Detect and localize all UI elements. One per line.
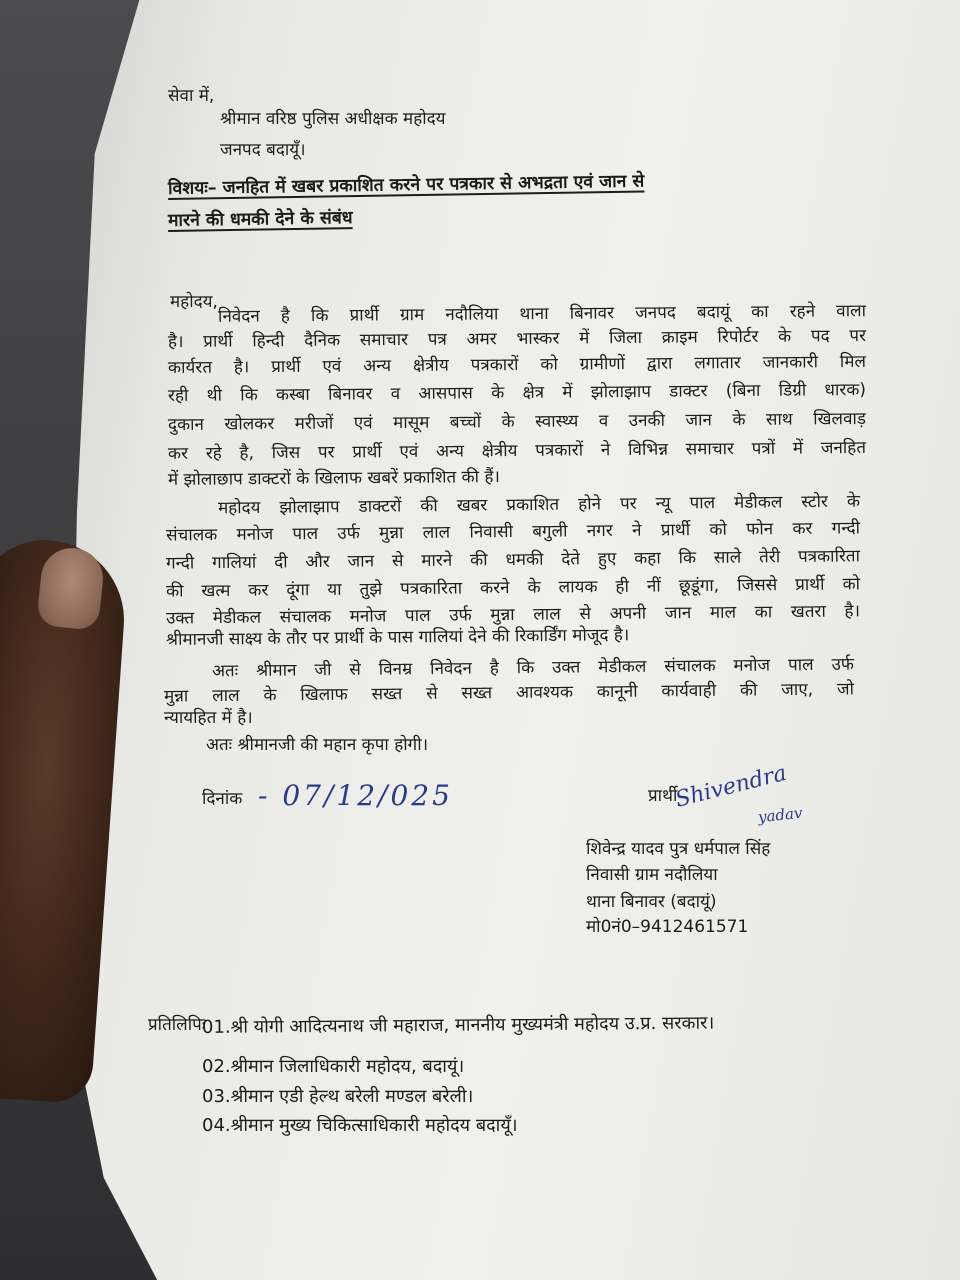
- sender-police-station: थाना बिनावर (बदायूं): [586, 892, 717, 912]
- body-line: न्यायहित में है।: [164, 708, 253, 728]
- copy-heading: प्रतिलिपिः: [148, 1015, 206, 1035]
- body-line: गन्दी गालियां दी और जान से मारने की धमकी देते हुए कहा कि साले तेरी पत्रकारिता: [165, 546, 861, 574]
- body-line: महोदय झोलाझाप डाक्टरों की खबर प्रकाशित होने पर न्यू पाल मेडीकल स्टोर के: [217, 491, 861, 519]
- applicant-label: प्रार्थी: [648, 786, 678, 806]
- body-line: उक्त मेडीकल संचालक मनोज पाल उर्फ मुन्ना लाल से अपनी जान माल का खतरा है।: [165, 601, 861, 629]
- body-closing: अतः श्रीमानजी की महान कृपा होगी।: [206, 735, 429, 755]
- sender-village: निवासी ग्राम नदौलिया: [586, 865, 718, 885]
- body-line: है। प्रार्थी हिन्दी दैनिक समाचार पत्र अमर भास्कर में जिला क्राइम रिपोर्टर के पद पर: [167, 325, 867, 353]
- date-label: दिनांक: [202, 789, 243, 809]
- copy-item: 01.श्री योगी आदित्यनाथ जी महाराज, माननीय मुख्यमंत्री महोदय उ.प्र. सरकार।: [201, 1012, 715, 1038]
- body-line: मुन्ना लाल के खिलाफ सख्त से सख्त आवश्यक कानूनी कार्यवाही की जाए, जो: [163, 679, 855, 707]
- copy-item: 03.श्रीमान एडी हेल्थ बरेली मण्डल बरेली।: [202, 1086, 474, 1107]
- recipient-title: श्रीमान वरिष्ठ पुलिस अधीक्षक महोदय: [220, 109, 446, 129]
- body-line: में झोलाछाप डाक्टरों के खिलाफ खबरें प्रकाशित की हैं।: [167, 467, 501, 490]
- body-line: रही थी कि कस्बा बिनावर व आसपास के क्षेत्र में झोलाझाप डाक्टर (बिना डिग्री धारक): [167, 379, 867, 407]
- copy-item: 02.श्रीमान जिलाधिकारी महोदय, बदायूं।: [202, 1056, 465, 1077]
- subject-line-2: मारने की धमकी देने के संबंध: [167, 208, 353, 231]
- body-line: निवेदन है कि प्रार्थी ग्राम नदौलिया थाना बिनावर जनपद बदायूं का रहने वाला: [217, 301, 867, 327]
- signature: Shivendra: [672, 760, 790, 813]
- date-handwritten: - 07/12/025: [258, 779, 453, 812]
- recipient-district: जनपद बदायूँ।: [220, 140, 306, 160]
- copy-item: 04.श्रीमान मुख्य चिकित्साधिकारी महोदय बदायूँ।: [202, 1115, 518, 1136]
- greeting: महोदय,: [170, 292, 218, 312]
- body-line: दुकान खोलकर मरीजों एवं मासूम बच्चों के स्वास्थ्य व उनकी जान के साथ खिलवाड़: [167, 408, 867, 436]
- body-line: कार्यरत है। प्रार्थी एवं अन्य क्षेत्रीय पत्रकारों को ग्रामीणों द्वारा लगातार जानकारी मिल: [167, 351, 867, 379]
- body-line: अतः श्रीमान जी से विनम्र निवेदन है कि उक्त मेडीकल संचालक मनोज पाल उर्फ: [211, 654, 855, 682]
- subject-line-1: विशयः– जनहित में खबर प्रकाशित करने पर पत्रकार से अभद्रता एवं जान से: [167, 171, 645, 199]
- body-line: श्रीमानजी साक्ष्य के तौर पर प्रार्थी के पास गालियां देने की रिकार्डिंग मोजूद है।: [165, 625, 630, 650]
- signature-surname: yadav: [757, 803, 804, 827]
- salutation-to: सेवा में,: [168, 86, 215, 106]
- body-line: संचालक मनोज पाल उर्फ मुन्ना लाल निवासी बगुली नगर ने प्रार्थी को फोन कर गन्दी: [165, 518, 861, 546]
- sender-name: शिवेन्द्र यादव पुत्र धर्मपाल सिंह: [586, 839, 771, 859]
- sender-mobile: मो0नं0–9412461571: [586, 917, 749, 937]
- body-line: कर रहे है, जिस पर प्रार्थी एवं अन्य क्षेत्रीय पत्रकारों ने विभिन्न समाचार पत्रों में जनहित: [167, 437, 867, 465]
- body-line: की खत्म कर दूंगा या तुझे पत्रकारिता करने के लायक ही नीं छूडूंगा, जिससे प्रार्थी को: [165, 574, 861, 602]
